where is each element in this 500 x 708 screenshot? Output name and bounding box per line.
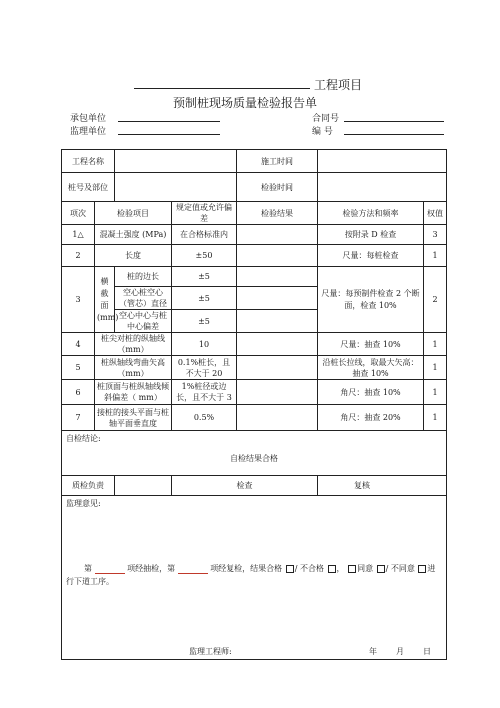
self-check-cell[interactable]: [62, 431, 447, 476]
row-method: 角尺：抽查 10%: [318, 380, 424, 405]
row-spec: ±50: [172, 245, 237, 267]
row-item: 桩顶面与桩纵轴线倾斜偏差（ mm）: [95, 380, 172, 405]
page-title: 预制桩现场质量检验报告单: [173, 96, 318, 110]
row-method: 尺量：每桩检查: [318, 245, 424, 267]
row-weight: 1: [424, 380, 447, 405]
pass-checkbox[interactable]: [286, 565, 294, 573]
col-spec: 规定值或允许偏差: [172, 202, 237, 225]
row-result[interactable]: [237, 333, 318, 356]
row-no: 2: [62, 245, 95, 267]
proceed-checkbox[interactable]: [418, 565, 426, 573]
row-spec: 1%桩径或边长，且不大于 3: [172, 380, 237, 405]
row-item: 桩纵轴线弯曲矢高（mm）: [95, 356, 172, 380]
month-label: 月: [396, 647, 404, 656]
row-method: 尺量：抽查 10%: [318, 333, 424, 356]
row-weight: 1: [424, 405, 447, 431]
opinion-line: 第 项经抽检，第 项经复检，结果合格 / 不合格 ， 同意 / 不同意 进: [84, 564, 436, 573]
contract-no-label: 合同号: [312, 114, 340, 124]
supervisor-field[interactable]: [118, 134, 220, 135]
row-method: 沿桩长拉线，取最大矢高：抽查 10%: [318, 356, 424, 380]
row-item: 桩尖对桩的纵轴线（mm）: [95, 333, 172, 356]
project-suffix: 工程项目: [314, 78, 363, 92]
row-weight: 2: [424, 267, 447, 333]
table-row: [62, 245, 447, 267]
row-no: 5: [62, 356, 95, 380]
self-check-label: 自检结论:: [66, 434, 101, 443]
col-no: 项次: [62, 202, 95, 225]
row-item: 混凝土强度 (MPa): [95, 225, 172, 245]
row-weight: 1: [424, 245, 447, 267]
row-subitem: 空心桩空心（管芯）直径: [115, 287, 172, 310]
table-row: [62, 356, 447, 380]
row-no: 3: [62, 267, 95, 333]
day-label: 日: [423, 647, 431, 656]
opinion-line-2: 行下道工序。: [66, 577, 114, 586]
contractor-label: 承包单位: [70, 114, 107, 124]
row-spec: 0.1%桩长，且不大于 20: [172, 356, 237, 380]
pile-location-value[interactable]: [115, 173, 237, 202]
opinion-label: 监理意见:: [66, 499, 101, 508]
construction-time-value[interactable]: [318, 150, 447, 173]
row-result[interactable]: [237, 245, 318, 267]
row-spec: ±5: [172, 287, 237, 310]
disagree-checkbox[interactable]: [377, 565, 385, 573]
number-label: 编 号: [312, 127, 333, 137]
info-row-1: [62, 150, 447, 173]
col-method: 检验方法和频率: [318, 202, 424, 225]
table-row: [62, 380, 447, 405]
row-result[interactable]: [237, 225, 318, 245]
self-check-result: 自检结果合格: [230, 454, 278, 463]
row-subitem: 空心中心与桩中心偏差: [115, 310, 172, 333]
column-header-row: [62, 202, 447, 225]
col-item: 检验项目: [95, 202, 172, 225]
row-spec: ±5: [172, 267, 237, 287]
inspection-time-value[interactable]: [318, 173, 447, 202]
row-spec: ±5: [172, 310, 237, 333]
row-method: 尺量：每预制件检查 2 个断面，检查 10%: [318, 267, 424, 333]
opinion-row: [62, 496, 447, 660]
table-row: [62, 405, 447, 431]
row-no: 1△: [62, 225, 95, 245]
number-field[interactable]: [344, 134, 444, 135]
checked-count-field[interactable]: [95, 564, 125, 574]
fail-checkbox[interactable]: [328, 565, 336, 573]
row-method: 按附录 D 检查: [318, 225, 424, 245]
construction-time-label: 施工时间: [237, 150, 318, 173]
table-row: [62, 225, 447, 245]
qc-label: 质检负责: [62, 476, 115, 496]
contractor-field[interactable]: [118, 121, 220, 122]
row-group: 横截面(mm): [95, 267, 115, 333]
supervisor-label: 监理单位: [70, 127, 107, 137]
table-row: [62, 333, 447, 356]
info-row-2: [62, 173, 447, 202]
col-weight: 权值: [424, 202, 447, 225]
inspection-table: [61, 149, 447, 660]
pile-location-label: 桩号及部位: [62, 173, 115, 202]
row-subitem: 桩的边长: [115, 267, 172, 287]
rechecked-count-field[interactable]: [178, 564, 208, 574]
engineer-label: 监理工程师:: [189, 647, 232, 656]
signature-row: [62, 476, 447, 496]
inspect-label: 检查: [172, 476, 318, 496]
qc-value[interactable]: [115, 476, 172, 496]
row-weight: 3: [424, 225, 447, 245]
year-label: 年: [369, 647, 377, 656]
row-method: 角尺：抽查 20%: [318, 405, 424, 431]
row-result[interactable]: [237, 287, 318, 310]
opinion-cell[interactable]: [62, 496, 447, 660]
row-item: 接桩的接头平面与桩轴平面垂直度: [95, 405, 172, 431]
row-weight: 1: [424, 333, 447, 356]
row-item: 长度: [95, 245, 172, 267]
col-result: 检验结果: [237, 202, 318, 225]
project-name-value[interactable]: [115, 150, 237, 173]
row-result[interactable]: [237, 405, 318, 431]
contract-no-field[interactable]: [344, 121, 444, 122]
self-check-row: [62, 431, 447, 476]
row-no: 6: [62, 380, 95, 405]
row-spec: 10: [172, 333, 237, 356]
agree-checkbox[interactable]: [348, 565, 356, 573]
row-result[interactable]: [237, 356, 318, 380]
row-result[interactable]: [237, 267, 318, 287]
row-spec: 0.5%: [172, 405, 237, 431]
table-row: [62, 267, 447, 287]
project-name-label: 工程名称: [62, 150, 115, 173]
row-no: 7: [62, 405, 95, 431]
row-result[interactable]: [237, 380, 318, 405]
row-result[interactable]: [237, 310, 318, 333]
recheck-label: 复核: [318, 476, 447, 496]
inspection-time-label: 检验时间: [237, 173, 318, 202]
project-name-line: [134, 88, 310, 89]
row-no: 4: [62, 333, 95, 356]
row-weight: 1: [424, 356, 447, 380]
row-spec: 在合格标准内: [172, 225, 237, 245]
